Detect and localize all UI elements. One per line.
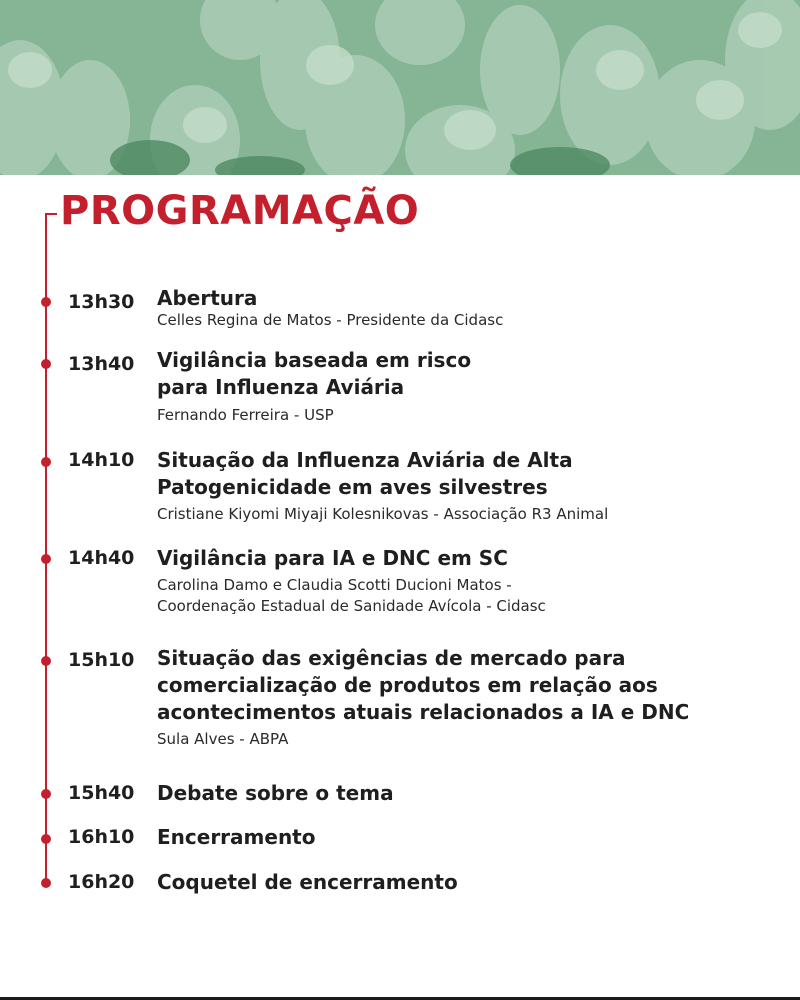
item-time: 14h40 — [68, 547, 135, 569]
timeline-dot — [41, 359, 51, 369]
item-speaker: Cristiane Kiyomi Miyaji Kolesnikovas - Associação R3 Animal — [157, 505, 609, 523]
item-time: 14h10 — [68, 449, 135, 471]
item-topic: Coquetel de encerramento — [157, 870, 458, 894]
item-topic: Encerramento — [157, 825, 316, 849]
item-time: 15h10 — [68, 649, 135, 671]
chickens-illustration — [0, 0, 800, 175]
item-time: 15h40 — [68, 782, 135, 804]
item-topic: Vigilância baseada em risco para Influenza Aviária — [157, 348, 472, 399]
timeline-dot — [41, 457, 51, 467]
timeline-dot — [41, 834, 51, 844]
timeline-dot — [41, 878, 51, 888]
timeline-dot — [41, 656, 51, 666]
item-time: 16h10 — [68, 826, 135, 848]
item-time: 13h40 — [68, 353, 135, 375]
timeline-line — [45, 213, 47, 883]
timeline-dot — [41, 554, 51, 564]
item-speaker: Sula Alves - ABPA — [157, 730, 289, 748]
timeline-dot — [41, 789, 51, 799]
timeline-dot — [41, 297, 51, 307]
item-topic: Situação da Influenza Aviária de Alta Patogenicidade em aves silvestres — [157, 448, 573, 499]
item-speaker: Carolina Damo e Claudia Scotti Ducioni Matos - Coordenação Estadual de Sanidade Avícola - Cidasc — [157, 576, 546, 615]
item-topic: Vigilância para IA e DNC em SC — [157, 546, 508, 570]
item-topic: Abertura — [157, 286, 258, 310]
header-photo-chickens — [0, 0, 800, 175]
item-speaker: Fernando Ferreira - USP — [157, 406, 334, 424]
item-time: 16h20 — [68, 871, 135, 893]
item-speaker: Celles Regina de Matos - Presidente da Cidasc — [157, 311, 504, 329]
item-topic: Situação das exigências de mercado para comercialização de produtos em relação aos acontecimentos atuais relacionados a IA e DNC — [157, 646, 690, 724]
page-title: PROGRAMAÇÃO — [60, 188, 420, 234]
item-topic: Debate sobre o tema — [157, 781, 394, 805]
item-time: 13h30 — [68, 291, 135, 313]
